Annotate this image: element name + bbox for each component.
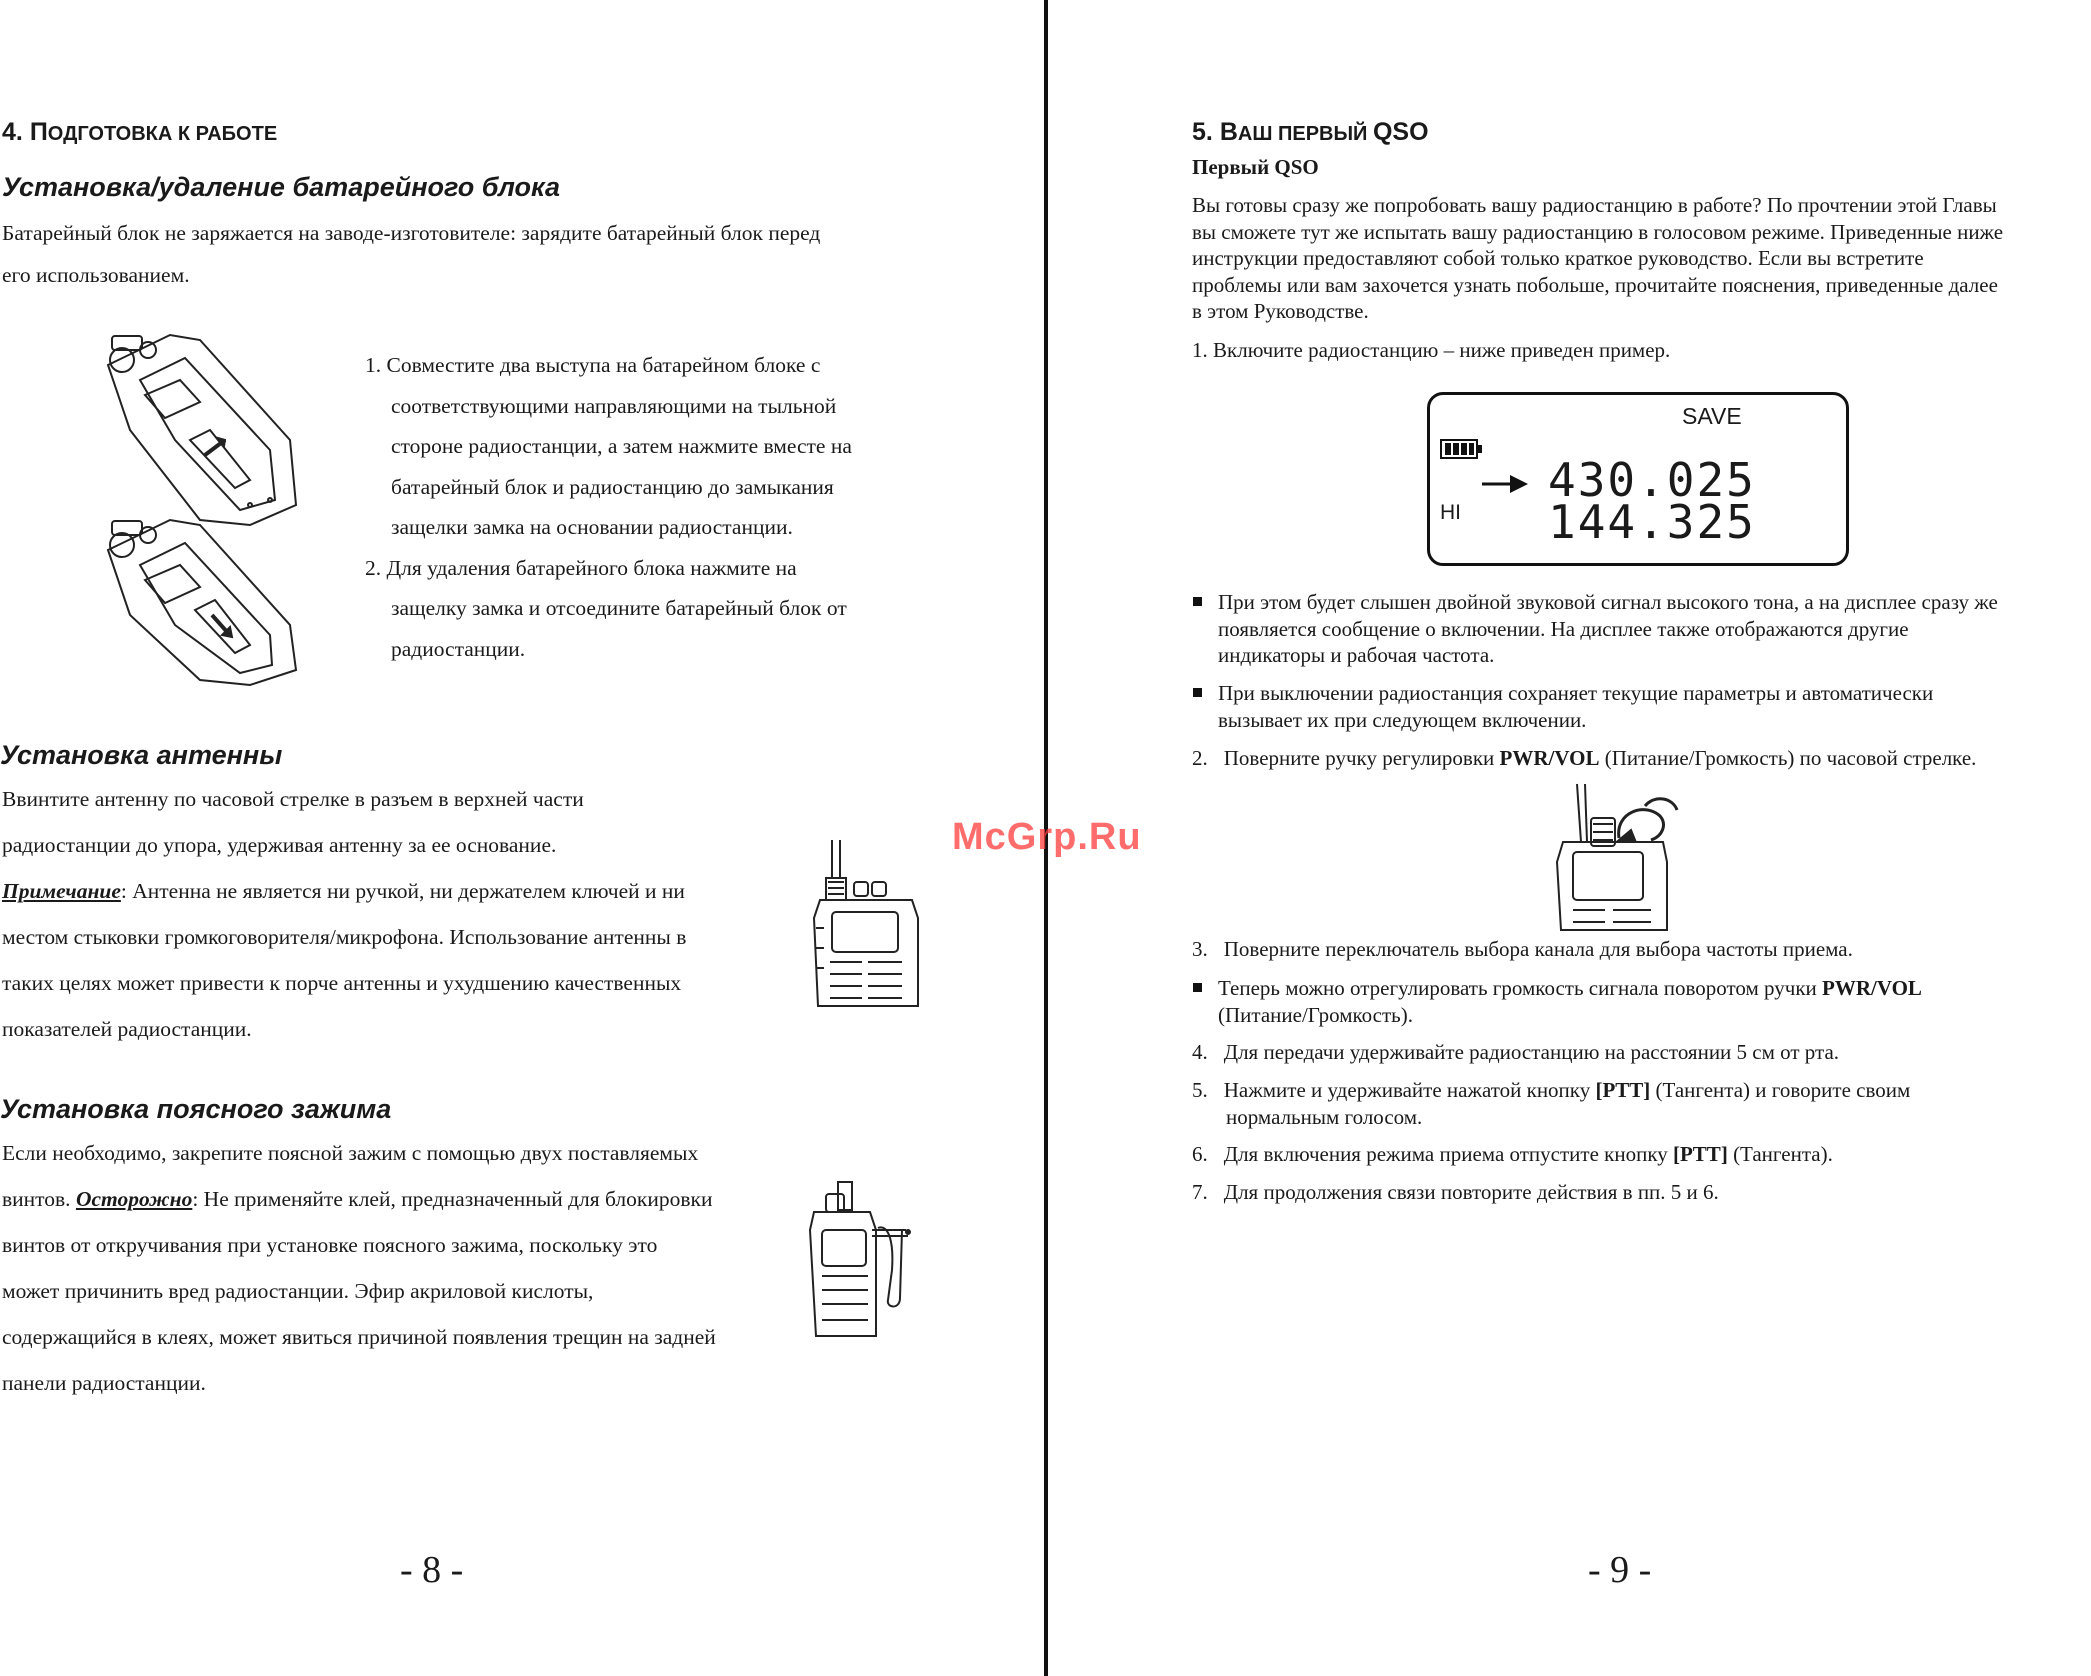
step-5: 5. Нажмите и удерживайте нажатой кнопку [PTT] (Тангента) и говорите своим нормальным голосом.: [1192, 1078, 1911, 1129]
first-qso-subheading: Первый QSO: [1192, 155, 1319, 179]
bullet-3: Теперь можно отрегулировать громкость сигнала поворотом ручки PWR/VOL (Питание/Громкость).: [1218, 976, 1922, 1027]
page-number-left: - 8 -: [400, 1549, 464, 1591]
battery-steps: 1. Совместите два выступа на батарейном блоке с соответствующими направляющими на тыльной стороне радиостанции, а затем нажмите вместе на батарейный блок и радиостанцию до замыкания защелки замка на основании радиостанции. 2. Для удаления батарейного блока нажмите на защелку замка и отсоедините батарейный блок от радиостанции.: [365, 353, 852, 661]
page-number-right: - 9 -: [1588, 1549, 1652, 1591]
bullet-marker: [1193, 688, 1202, 697]
lcd-frequency-main: 430.025: [1548, 453, 1756, 507]
lcd-save-label: SAVE: [1682, 403, 1742, 429]
section-5-title: 5. ВАШ ПЕРВЫЙ QSO: [1192, 118, 1429, 146]
bullet-marker: [1193, 983, 1202, 992]
clip-body: Если необходимо, закрепите поясной зажим с помощью двух поставляемых винтов. Осторожно: Не применяйте клей, предназначенный для блокировки винтов от откручивания при установке поясного зажима, поскольку это может причинить вред радиостанции. Эфир акриловой кислоты, содержащийся в клеях, может явиться причиной появления трещин на задней панели радиостанции.: [2, 1141, 716, 1395]
qso-intro: Вы готовы сразу же попробовать вашу радиостанцию в работе? По прочтении этой Главы вы сможете тут же испытать вашу радиостанцию в голосовом режиме. Приведенные ниже инструкции предоставляют собой только краткое руководство. Если вы встретите проблемы или вам захочется узнать побольше, прочитайте пояснения, приведенные далее в этом Руководстве.: [1192, 193, 2004, 323]
bullet-marker: [1193, 597, 1202, 606]
battery-intro: Батарейный блок не заряжается на заводе-изготовителе: зарядите батарейный блок перед его использованием.: [2, 221, 821, 287]
step-4: 4. Для передачи удерживайте радиостанцию на расстоянии 5 см от рта.: [1192, 1040, 1840, 1064]
battery-heading: Установка/удаление батарейного блока: [2, 172, 561, 202]
antenna-body: Ввинтите антенну по часовой стрелке в разъем в верхней части радиостанции до упора, удерживая антенну за ее основание. Примечание: Антенна не является ни ручкой, ни держателем ключей и ни местом стыковки громкоговорителя/микрофона. Использование антенны в таких целях может привести к порче антенны и ухудшению качественных показателей радиостанции.: [2, 787, 687, 1041]
lcd-frequency-sub: 144.325: [1548, 495, 1756, 549]
clip-heading: Установка поясного зажима: [0, 1094, 392, 1124]
step-6: 6. Для включения режима приема отпустите кнопку [PTT] (Тангента).: [1192, 1142, 1833, 1166]
battery-icon: [1440, 438, 1484, 460]
antenna-illustration: [812, 838, 927, 1008]
bullet-1: При этом будет слышен двойной звуковой сигнал высокого тона, а на дисплее сразу же появляется сообщение о включении. На дисплее также отображаются другие индикаторы и рабочая частота.: [1218, 590, 1998, 667]
radio-battery-bottom: [108, 520, 296, 685]
antenna-heading: Установка антенны: [0, 740, 283, 770]
lcd-display: [1427, 392, 1849, 566]
step-7: 7. Для продолжения связи повторите действия в пп. 5 и 6.: [1192, 1180, 1719, 1204]
step-1: 1. Включите радиостанцию – ниже приведен пример.: [1192, 338, 1671, 362]
belt-clip-illustration: [808, 1180, 938, 1340]
arrow-right-icon: [1480, 473, 1530, 495]
lcd-power-hi: HI: [1440, 501, 1461, 524]
bullet-2: При выключении радиостанция сохраняет текущие параметры и автоматически вызывает их при следующем включении.: [1218, 681, 1934, 732]
watermark-logo: McGrp.Ru: [952, 816, 1142, 858]
section-4-title: 4. ПОДГОТОВКА К РАБОТЕ: [2, 118, 278, 146]
battery-install-illustration: [100, 320, 300, 690]
radio-battery-top: [108, 335, 296, 525]
step-3: 3. Поверните переключатель выбора канала для выбора частоты приема.: [1192, 937, 1853, 961]
step-2: 2. Поверните ручку регулировки PWR/VOL (Питание/Громкость) по часовой стрелке.: [1192, 746, 1977, 770]
pwr-vol-knob-illustration: [1555, 782, 1695, 932]
